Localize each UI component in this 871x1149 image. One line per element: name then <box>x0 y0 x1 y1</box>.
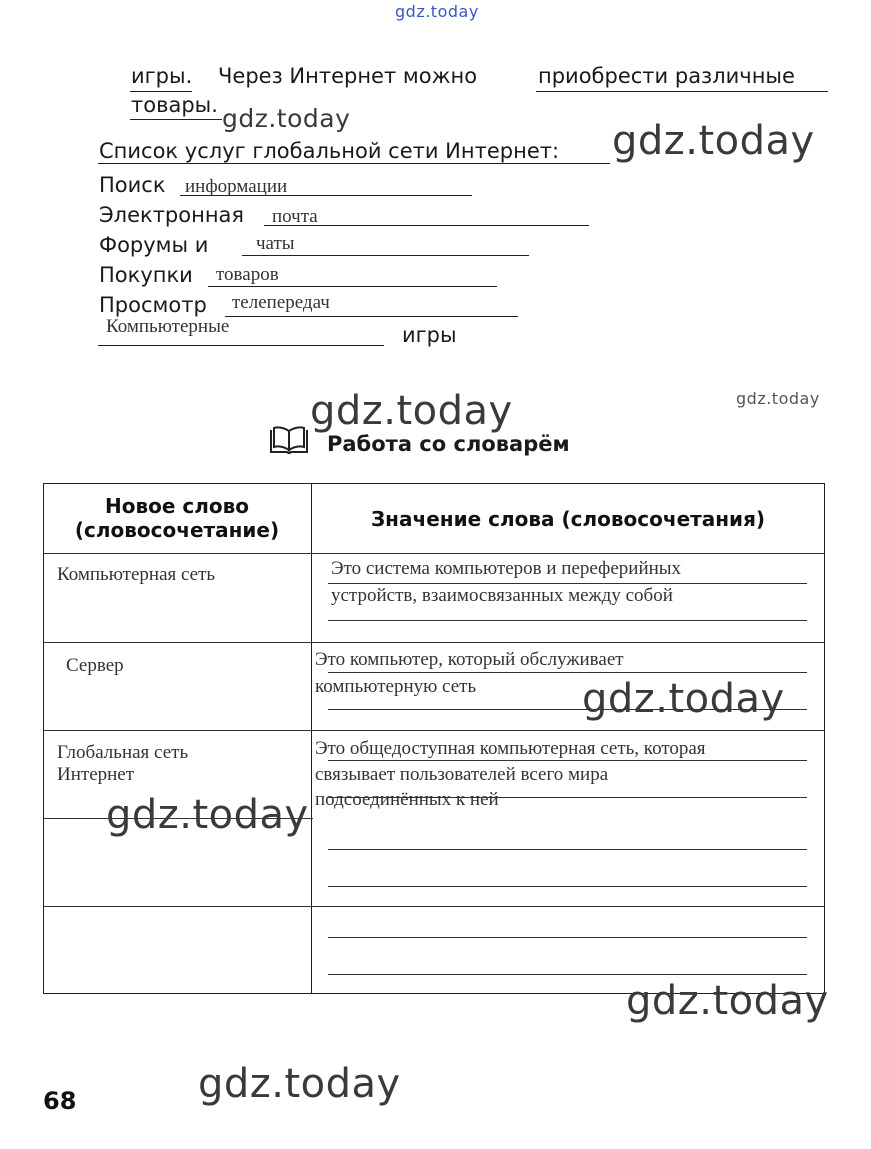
term-server: Сервер <box>66 655 124 676</box>
meaning-line: компьютерную сеть <box>315 676 477 697</box>
intro-line1-end: приобрести различные <box>538 64 795 88</box>
column-header-meaning: Значение слова (словосочетания) <box>370 507 766 531</box>
service-label-games: игры <box>402 323 457 347</box>
watermark-top: gdz.today <box>395 2 479 21</box>
watermark: gdz.today <box>106 792 309 838</box>
watermark: gdz.today <box>626 978 829 1024</box>
service-label-forums: Форумы и <box>99 233 209 257</box>
column-header-term: Новое слово (словосочетание) <box>74 494 280 542</box>
service-answer-email: почта <box>272 206 318 227</box>
meaning-line: связывает пользователей всего мира <box>315 764 609 785</box>
watermark: gdz.today <box>222 104 351 133</box>
meaning-line: Это общедоступная компьютерная сеть, которая <box>315 738 706 759</box>
watermark: gdz.today <box>582 676 785 722</box>
term-global-network: Глобальная сеть Интернет <box>57 742 189 785</box>
service-answer-search: информации <box>185 176 288 197</box>
meaning-line: Это система компьютеров и переферийных <box>331 558 682 579</box>
meaning-line: подсоединённых к ней <box>315 789 499 810</box>
service-answer-shopping: товаров <box>216 264 279 285</box>
intro-line1-text: Через Интернет можно <box>218 64 478 88</box>
service-answer-games: Компьютерные <box>106 316 230 337</box>
watermark: gdz.today <box>736 389 820 408</box>
watermark: gdz.today <box>198 1061 401 1107</box>
services-heading: Список услуг глобальной сети Интернет: <box>99 139 560 163</box>
service-label-shopping: Покупки <box>99 263 193 287</box>
term-computer-network: Компьютерная сеть <box>57 564 216 585</box>
service-answer-viewing: телепередач <box>232 292 330 313</box>
meaning-line: Это компьютер, который обслуживает <box>315 649 624 670</box>
book-icon <box>268 426 310 456</box>
service-label-search: Поиск <box>99 173 166 197</box>
intro-line1-word1: игры. <box>131 64 193 88</box>
watermark: gdz.today <box>612 118 815 164</box>
dictionary-title: Работа со словарём <box>327 432 570 456</box>
intro-line2: товары. <box>131 93 218 117</box>
service-label-email: Электронная <box>99 203 245 227</box>
service-label-viewing: Просмотр <box>99 293 207 317</box>
watermark: gdz.today <box>310 388 513 434</box>
service-answer-forums: чаты <box>256 233 295 254</box>
page-number: 68 <box>43 1087 77 1115</box>
meaning-line: устройств, взаимосвязанных между собой <box>331 585 673 606</box>
